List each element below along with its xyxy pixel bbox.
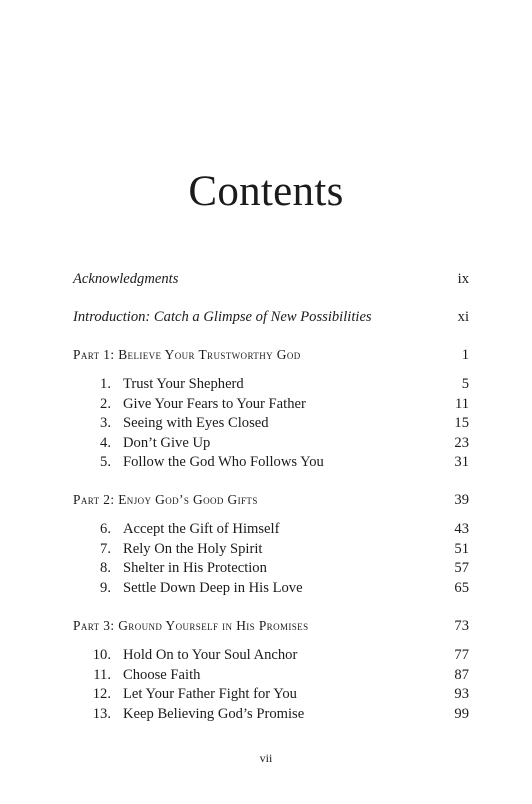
chapter-page: 15 — [454, 415, 469, 431]
toc-chapter — [73, 557, 469, 579]
chapter-page: 5 — [461, 376, 469, 392]
chapter-number: 11. — [93, 667, 111, 683]
toc-chapter — [73, 518, 469, 540]
chapter-title: Seeing with Eyes Closed — [123, 415, 269, 431]
chapter-page: 51 — [454, 541, 469, 557]
chapter-title: Settle Down Deep in His Love — [123, 580, 303, 596]
toc-chapter — [73, 373, 469, 395]
chapter-number: 1. — [100, 376, 111, 392]
chapter-number: 2. — [100, 396, 111, 412]
chapter-number: 12. — [92, 686, 111, 702]
chapter-page: 87 — [454, 667, 469, 683]
chapter-page: 43 — [454, 521, 469, 537]
chapter-number: 10. — [92, 647, 111, 663]
chapter-page: 93 — [454, 686, 469, 702]
chapter-page: 31 — [454, 454, 469, 470]
chapter-title: Let Your Father Fight for You — [123, 686, 297, 702]
chapter-number: 9. — [100, 580, 111, 596]
toc-chapter — [73, 412, 469, 434]
toc-part-label: Part 1: Believe Your Trustworthy God — [73, 347, 301, 362]
chapter-title: Hold On to Your Soul Anchor — [123, 647, 298, 663]
chapter-title: Follow the God Who Follows You — [123, 454, 324, 470]
chapter-page: 23 — [454, 435, 469, 451]
chapter-page: 57 — [454, 560, 469, 576]
page-title: Contents — [188, 168, 344, 215]
chapter-title: Accept the Gift of Himself — [123, 521, 280, 537]
toc-chapter — [73, 683, 469, 705]
chapter-number: 13. — [92, 706, 111, 722]
toc-chapter — [73, 644, 469, 666]
chapter-number: 3. — [100, 415, 111, 431]
chapter-page: 11 — [454, 396, 469, 412]
chapter-page: 77 — [454, 647, 469, 663]
chapter-number: 5. — [100, 454, 111, 470]
toc-part-2 — [73, 489, 469, 511]
chapter-number: 6. — [100, 521, 111, 537]
chapter-title: Rely On the Holy Spirit — [123, 541, 263, 557]
chapter-title: Don’t Give Up — [123, 435, 211, 451]
toc-part-label: Part 3: Ground Yourself in His Promises — [73, 618, 309, 633]
toc-part-page: 1 — [461, 347, 469, 363]
chapter-title: Keep Believing God’s Promise — [123, 706, 305, 722]
chapter-title: Give Your Fears to Your Father — [123, 396, 306, 412]
chapter-number: 4. — [100, 435, 111, 451]
chapter-page: 99 — [454, 706, 469, 722]
toc-entry-introduction — [73, 306, 469, 328]
toc-chapter — [73, 577, 469, 599]
chapter-page: 65 — [454, 580, 469, 596]
chapter-title: Shelter in His Protection — [123, 560, 267, 576]
toc-chapter — [73, 451, 469, 473]
toc-part-3 — [73, 615, 469, 637]
toc-entry-label: Acknowledgments — [73, 271, 179, 287]
toc-part-page: 73 — [454, 618, 469, 634]
toc-chapter — [73, 703, 469, 725]
toc-entry-acknowledgments — [73, 268, 469, 290]
page-number: vii — [259, 751, 273, 765]
chapter-number: 7. — [100, 541, 111, 557]
toc-entry-page: ix — [457, 271, 469, 287]
toc-part-page: 39 — [454, 492, 469, 508]
toc-part-1 — [73, 344, 469, 366]
toc-entry-page: xi — [457, 309, 469, 325]
toc-part-label: Part 2: Enjoy God’s Good Gifts — [73, 492, 258, 507]
chapter-title: Trust Your Shepherd — [123, 376, 244, 392]
toc-entry-label: Introduction: Catch a Glimpse of New Possibilities — [73, 309, 372, 325]
chapter-number: 8. — [100, 560, 111, 576]
chapter-title: Choose Faith — [123, 667, 201, 683]
